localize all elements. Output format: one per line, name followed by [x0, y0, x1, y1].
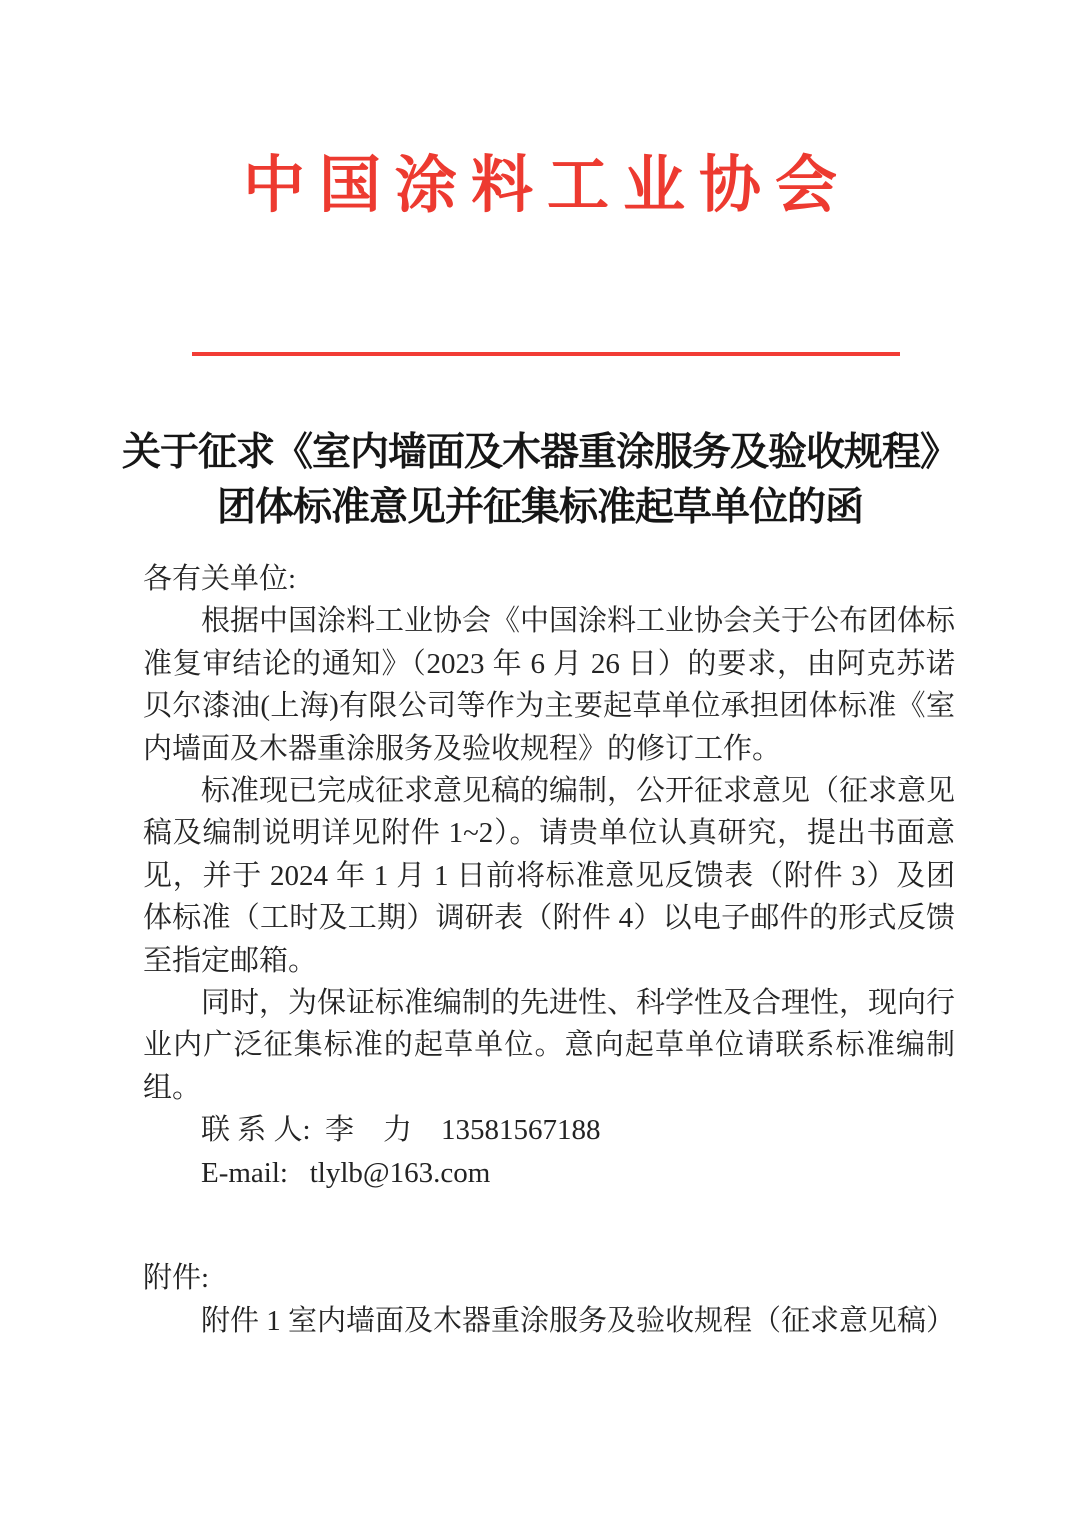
- paragraph2-line2: 稿及编制说明详见附件 1~2）。请贵单位认真研究，提出书面意: [143, 817, 955, 850]
- document-body: [143, 558, 955, 1342]
- salutation: 各有关单位:: [143, 563, 297, 595]
- attachments-heading: 附件:: [143, 1262, 210, 1295]
- document-title: [0, 425, 1080, 535]
- attachment-item-1: 附件 1 室内墙面及木器重涂服务及验收规程（征求意见稿）: [201, 1304, 956, 1337]
- contact-email-line: E-mail: tlylb@163.com: [201, 1156, 491, 1189]
- document-title-line1: 关于征求《室内墙面及木器重涂服务及验收规程》: [121, 431, 958, 474]
- paragraph3-line1: 同时，为保证标准编制的先进性、科学性及合理性，现向行: [201, 987, 956, 1020]
- paragraph3-line3: 组。: [143, 1071, 202, 1104]
- paragraph1-line3: 贝尔漆油(上海)有限公司等作为主要起草单位承担团体标准《室: [143, 690, 955, 723]
- paragraph2-line4: 体标准（工时及工期）调研表（附件 4）以电子邮件的形式反馈: [143, 902, 955, 935]
- paragraph2-line1: 标准现已完成征求意见稿的编制，公开征求意见（征求意见: [201, 775, 956, 808]
- paragraph2-line3: 见，并于 2024 年 1 月 1 日前将标准意见反馈表（附件 3）及团: [143, 859, 955, 892]
- document-title-line2: 团体标准意见并征集标准起草单位的函: [216, 486, 863, 529]
- letterhead-org-name: 中国涂料工业协会: [242, 152, 851, 220]
- contact-person-line: 联 系 人: 李 力 13581567188: [201, 1114, 601, 1147]
- paragraph1-line2: 准复审结论的通知》（2023 年 6 月 26 日）的要求，由阿克苏诺: [143, 647, 955, 680]
- letterhead-divider-line: [192, 352, 900, 356]
- paragraph1-line4: 内墙面及木器重涂服务及验收规程》的修订工作。: [143, 732, 782, 765]
- paragraph1-line1: 根据中国涂料工业协会《中国涂料工业协会关于公布团体标: [201, 605, 956, 638]
- paragraph3-line2: 业内广泛征集标准的起草单位。意向起草单位请联系标准编制: [143, 1029, 955, 1062]
- paragraph2-line5: 至指定邮箱。: [143, 944, 318, 977]
